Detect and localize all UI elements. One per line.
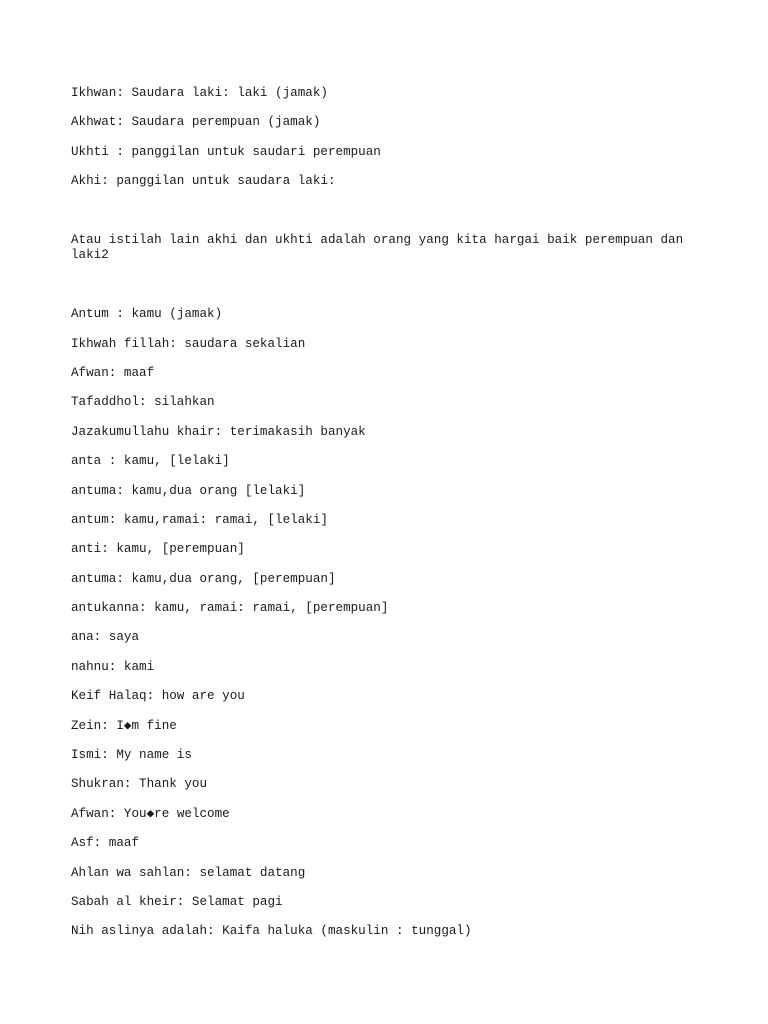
paragraph: Atau istilah lain akhi dan ukhti adalah orang yang kita hargai baik perempuan dan laki2 [71,233,691,263]
text-line: Shukran: Thank you [71,777,208,792]
text-line: Keif Halaq: how are you [71,689,245,704]
text-line: Afwan: You◆re welcome [71,806,230,821]
text-line: antum: kamu,ramai: ramai, [lelaki] [71,512,328,527]
text-line: Tafaddhol: silahkan [71,395,215,410]
text-line: Antum : kamu (jamak) [71,307,223,322]
text-line: Akhi: panggilan untuk saudara laki: [71,174,336,189]
text-line: Asf: maaf [71,836,140,851]
text-line: antuma: kamu,dua orang, [perempuan] [71,571,336,586]
text-line: Zein: I◆m fine [71,718,177,733]
text-line: ana: saya [71,630,140,645]
text-line: antukanna: kamu, ramai: ramai, [perempuan] [71,601,389,616]
text-line: Ikhwan: Saudara laki: laki (jamak) [71,86,328,100]
text-line: Afwan: maaf [71,365,155,380]
text-line: Ahlan wa sahlan: selamat datang [71,865,306,880]
text-line: nahnu: kami [71,659,155,674]
text-line: Akhwat: Saudara perempuan (jamak) [71,115,321,130]
text-line: antuma: kamu,dua orang [lelaki] [71,483,306,498]
text-line: anta : kamu, [lelaki] [71,454,230,469]
text-line: Sabah al kheir: Selamat pagi [71,894,283,909]
text-line: anti: kamu, [perempuan] [71,542,245,557]
text-line: Nih aslinya adalah: Kaifa haluka (maskulin : tunggal) [71,924,472,939]
text-line: Ismi: My name is [71,748,192,763]
text-line: Ikhwah fillah: saudara sekalian [71,336,306,351]
document-page [71,86,711,954]
text-line: Ukhti : panggilan untuk saudari perempuan [71,144,381,159]
text-line: Jazakumullahu khair: terimakasih banyak [71,424,366,439]
